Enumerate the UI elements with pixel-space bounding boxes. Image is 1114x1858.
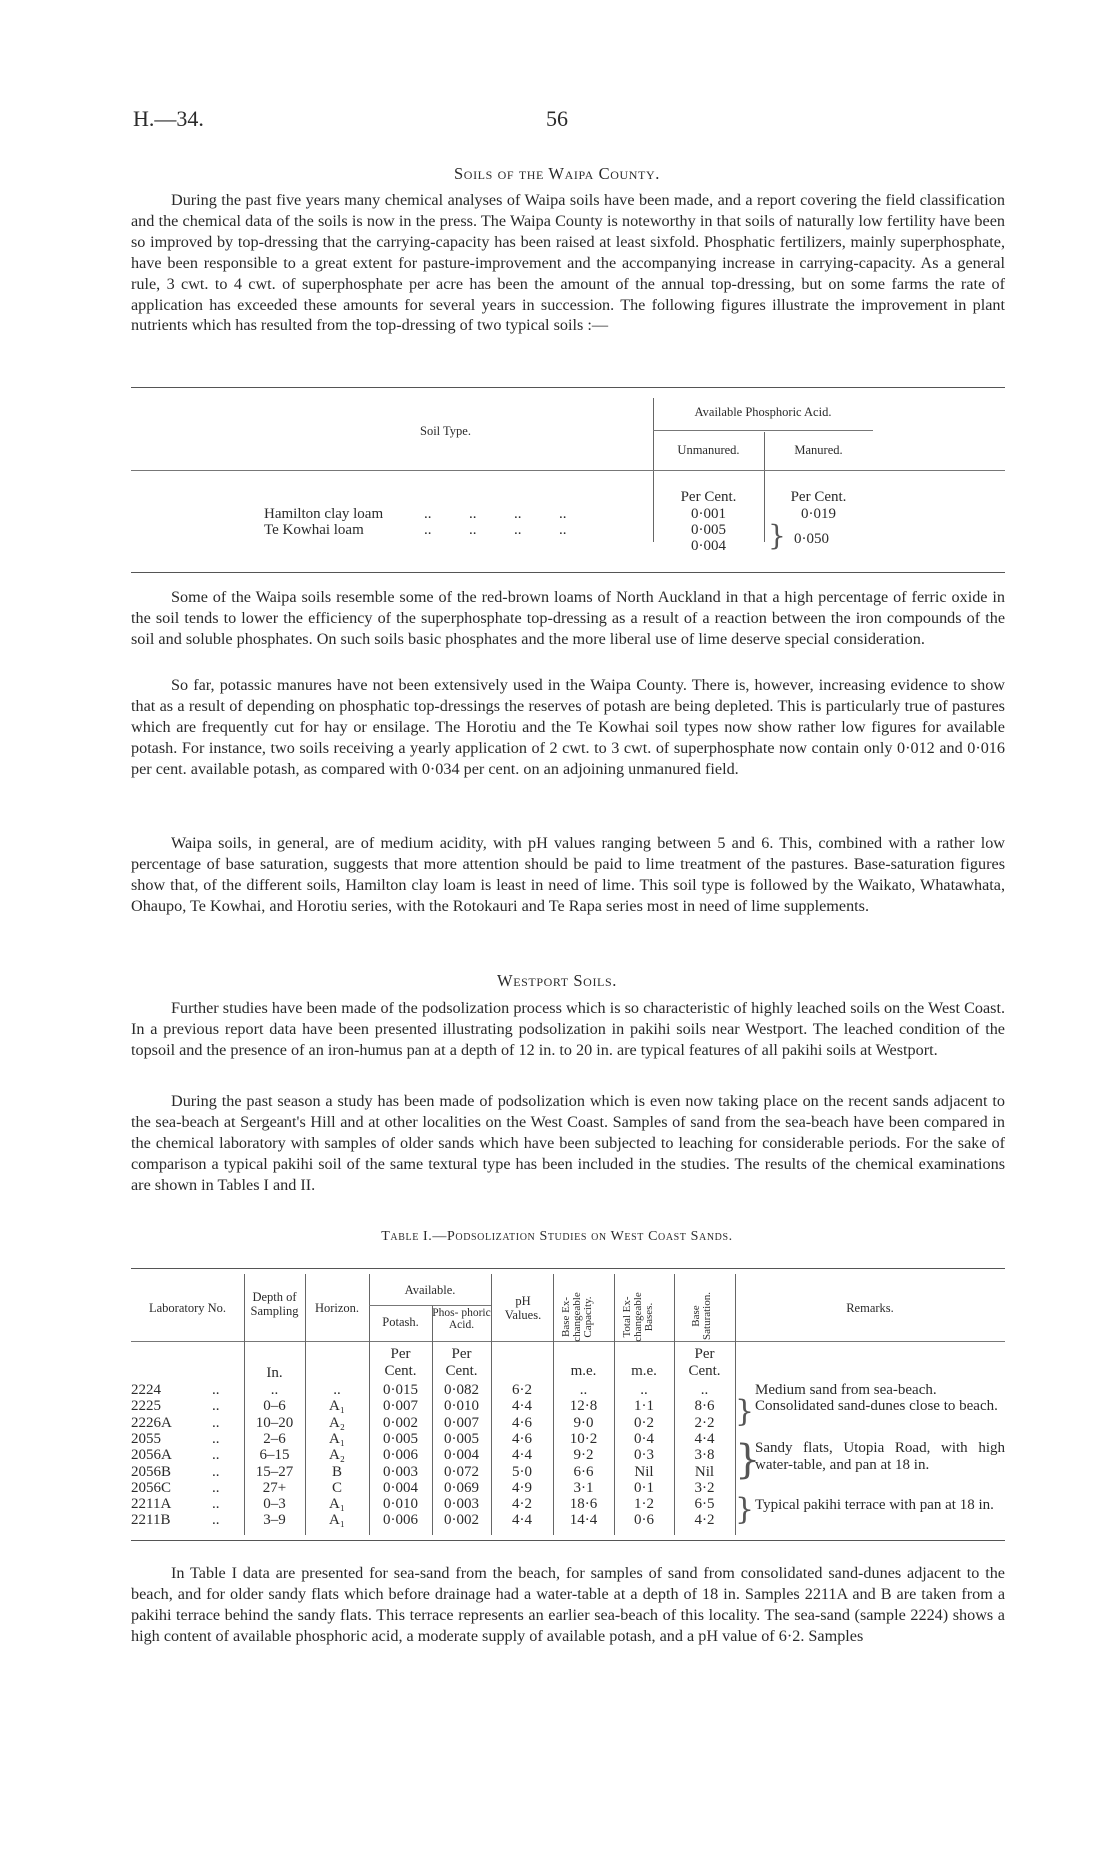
header-ph: pH Values. (504, 1294, 542, 1322)
header-unmanured: Unmanured. (677, 443, 740, 457)
paragraph: Some of the Waipa soils resemble some of the red-brown loams of North Auckland in that a high percentage of ferric oxide in the soil tends to lower the efficiency of the superphosphate top-dressing as a result of a reaction between the iron compounds of the soil and soluble phosphates. On such soils basic phosphates and the more liberal use of lime deserve special consideration. (131, 588, 1005, 648)
cell-potash: 0·015 (383, 1382, 418, 1398)
cell-lab: 2056B (131, 1463, 172, 1480)
table-top-rule (131, 387, 1005, 388)
leader-dots: .. (212, 1414, 220, 1431)
cell-potash: 0·004 (383, 1479, 418, 1496)
leader-dots: .. (212, 1430, 220, 1447)
cell-lab: 2056C (131, 1479, 172, 1496)
leader-dots: .. (212, 1382, 220, 1398)
value-cell: 0·001 (691, 506, 726, 522)
header-base-saturation: Base Saturation. (690, 1292, 713, 1340)
available-subheader-rule (369, 1305, 491, 1306)
header-base-exchangeable: Base Ex- changeable Capacity. (560, 1292, 594, 1342)
paragraph: So far, potassic manures have not been extensively used in the Waipa County. There is, however, increasing evidence to show that as a result of depending on phosphatic top-dressings the reserves of potash are being depleted. This is particularly true of pastures which are frequently cut for hay or ensilage. The Horotiu and the Te Kowhai soil types now show rather low figures for available potash. For instance, two soils receiving a yearly application of 2 cwt. to 3 cwt. of superphosphate now contain only 0·012 and 0·016 per cent. available potash, as compared with 0·034 per cent. on an adjoining unmanured field. (131, 676, 1005, 778)
cell-bs: 4·2 (694, 1512, 715, 1529)
cell-potash: 0·007 (383, 1398, 418, 1415)
cell-lab: 2056A (131, 1447, 172, 1464)
cell-bec: 10·2 (569, 1430, 598, 1447)
remark: Medium sand from sea-beach. (755, 1382, 937, 1398)
cell-depth: 15–27 (255, 1463, 294, 1480)
unit-manured: Per Cent. (790, 489, 847, 505)
cell-horizon: A₂ (328, 1447, 346, 1464)
cell-horizon: A₁ (328, 1512, 346, 1529)
table-bottom-rule (131, 1540, 1005, 1541)
cell-bs: Nil (694, 1463, 715, 1480)
cell-ph: 4·2 (512, 1496, 532, 1513)
cell-potash: 0·003 (383, 1463, 418, 1480)
cell-teb: 1·2 (634, 1496, 654, 1513)
cell-potash: 0·010 (383, 1496, 418, 1513)
cell-potash: 0·006 (383, 1447, 418, 1464)
cell-depth: 3–9 (263, 1512, 286, 1529)
cell-lab: 2055 (131, 1430, 161, 1447)
cell-ph: 4·9 (512, 1479, 532, 1496)
cell-bs: 4·4 (694, 1430, 715, 1447)
cell-bec: 18·6 (569, 1496, 598, 1513)
cell-phos: 0·072 (444, 1463, 479, 1480)
cell-potash: 0·005 (383, 1430, 418, 1447)
cell-phos: 0·003 (444, 1496, 479, 1513)
cell-phos: 0·004 (444, 1447, 479, 1464)
cell-ph: 5·0 (512, 1463, 532, 1480)
document-code: H.—34. (133, 106, 204, 131)
cell-potash: 0·002 (383, 1414, 418, 1431)
cell-horizon: A₁ (328, 1430, 346, 1447)
header-lab-no: Laboratory No. (148, 1301, 227, 1315)
cell-teb: 0·4 (634, 1430, 654, 1447)
section-heading-waipa: Soils of the Waipa County. (454, 164, 660, 183)
cell-phos: 0·010 (444, 1398, 479, 1415)
table-title: Table I.—Podsolization Studies on West Coast Sands. (381, 1229, 733, 1244)
cell-lab: 2224 (131, 1382, 161, 1398)
cell-horizon: A₁ (328, 1496, 346, 1513)
section-heading-westport: Westport Soils. (497, 971, 617, 990)
cell-teb: .. (640, 1382, 648, 1398)
unit-total-exch: m.e. (631, 1363, 657, 1379)
unit-unmanured: Per Cent. (680, 489, 737, 505)
cell-potash: 0·006 (383, 1512, 418, 1529)
cell-ph: 4·4 (512, 1447, 532, 1464)
cell-horizon: A₁ (328, 1398, 346, 1415)
cell-lab: 2211A (131, 1496, 172, 1513)
cell-phos: 0·005 (444, 1430, 479, 1447)
table-header-rule (131, 470, 1005, 471)
cell-teb: 0·6 (634, 1512, 654, 1529)
leader-dots: .. .. .. .. (424, 522, 567, 538)
remark: Typical pakihi terrace with pan at 18 in. (755, 1497, 994, 1513)
header-depth: Depth of Sampling (250, 1290, 299, 1318)
brace-glyph: } (735, 1492, 755, 1527)
value-cell: 0·005 (691, 522, 726, 538)
cell-ph: 4·6 (512, 1430, 532, 1447)
unit-base-sat: Per Cent. (688, 1346, 721, 1379)
leader-dots: .. .. .. .. (424, 506, 567, 522)
unit-base-exch: m.e. (570, 1363, 597, 1379)
cell-teb: 0·1 (634, 1479, 654, 1496)
cell-teb: 0·2 (634, 1414, 654, 1431)
soil-name: Hamilton clay loam (264, 506, 384, 522)
header-soil-type: Soil Type. (420, 424, 471, 438)
header-total-exchangeable: Total Ex- changeable Bases. (621, 1292, 655, 1342)
paragraph: During the past season a study has been made of podsolization which is even now taking place on the recent sands adjacent to the sea-beach at Sergeant's Hill and at other localities on the West Coast. Samples of sand from the sea-beach have been compared in the chemical laboratory with samples of older sands which have been subjected to leaching for considerable periods. For the sake of comparison a typical pakihi soil of the same textural type has been included in the studies. The results of the chemical examinations are shown in Tables I and II. (131, 1092, 1005, 1194)
value-cell: 0·004 (691, 538, 726, 554)
cell-depth: 0–6 (263, 1398, 286, 1415)
brace-glyph: } (735, 1394, 755, 1429)
value-cell: 0·019 (801, 506, 836, 522)
cell-bec: 9·0 (573, 1414, 594, 1431)
cell-bs: 2·2 (694, 1414, 715, 1431)
cell-bec: 6·6 (573, 1463, 594, 1480)
unit-potash: Per Cent. (384, 1346, 417, 1379)
header-available-phosphoric: Available Phosphoric Acid. (694, 405, 832, 419)
cell-depth: 10–20 (255, 1414, 294, 1431)
leader-dots: .. (212, 1463, 220, 1480)
cell-bec: 12·8 (569, 1398, 598, 1415)
cell-phos: 0·002 (444, 1512, 479, 1529)
cell-ph: 4·4 (512, 1512, 532, 1529)
cell-horizon: .. (333, 1382, 341, 1398)
cell-bec: 3·1 (573, 1479, 594, 1496)
cell-bs: 3·2 (694, 1479, 715, 1496)
paragraph: Waipa soils, in general, are of medium acidity, with pH values ranging between 5 and 6. This, combined with a rather low percentage of base saturation, suggests that more attention should be paid to lime treatment of the pastures. Base-saturation figures show that, of the different soils, Hamilton clay loam is least in need of lime. This soil type is followed by the Waikato, Whatawhata, Ohaupo, Te Kowhai, and Horotiu series, with the Rotokauri and Te Rapa series most in need of lime supplements. (131, 834, 1005, 915)
unit-phosphoric: Per Cent. (445, 1346, 478, 1379)
cell-lab: 2226A (131, 1414, 172, 1431)
cell-depth: .. (270, 1382, 279, 1398)
leader-dots: .. (212, 1512, 220, 1529)
table-header-rule (653, 430, 873, 431)
cell-depth: 6–15 (259, 1447, 290, 1464)
cell-bs: .. (700, 1382, 709, 1398)
paragraph: During the past five years many chemical analyses of Waipa soils have been made, and a report covering the field classification and the chemical data of the soils is now in the press. The Waipa County is noteworthy in that soils of naturally low fertility have been so improved by top-dressing that the carrying-capacity has been raised at least sixfold. Phosphatic fertilizers, mainly superphosphate, have been responsible to a great extent for pasture-improvement and the accompanying increase in carrying-capacity. As a general rule, 3 cwt. to 4 cwt. of superphosphate per acre has been the amount of the annual top-dressing, but on some farms the rate of application has exceeded these amounts for several years in succession. The following figures illustrate the improvement in plant nutrients which has resulted from the top-dressing of two typical soils :— (131, 191, 1005, 335)
header-available: Available. (404, 1283, 456, 1297)
cell-ph: 4·4 (512, 1398, 532, 1415)
cell-phos: 0·007 (444, 1414, 479, 1431)
cell-depth: 2–6 (263, 1430, 286, 1447)
cell-horizon: B (331, 1463, 342, 1480)
soil-name: Te Kowhai loam (264, 522, 364, 538)
header-manured: Manured. (794, 443, 843, 457)
page-number: 56 (546, 106, 568, 131)
paragraph: Further studies have been made of the podsolization process which is so characteristic of highly leached soils on the West Coast. In a previous report data have been presented illustrating podsolization in pakihi soils near Westport. The leached condition of the topsoil and the presence of an iron-humus pan at a depth of 12 in. to 20 in. are typical features of all pakihi soils at Westport. (131, 999, 1005, 1059)
cell-phos: 0·082 (444, 1382, 479, 1398)
cell-bs: 6·5 (694, 1496, 715, 1513)
brace-glyph: } (735, 1437, 761, 1483)
leader-dots: .. (212, 1398, 220, 1415)
header-potash: Potash. (382, 1315, 419, 1329)
cell-depth: 27+ (262, 1479, 287, 1496)
cell-horizon: C (331, 1479, 342, 1496)
cell-lab: 2211B (131, 1512, 171, 1529)
cell-phos: 0·069 (444, 1479, 479, 1496)
remark: Sandy flats, Utopia Road, with high water-table, and pan at 18 in. (755, 1440, 1005, 1473)
cell-bec: 9·2 (573, 1447, 594, 1464)
table-top-rule (131, 1268, 1005, 1269)
cell-bs: 8·6 (694, 1398, 715, 1415)
value-cell: 0·050 (794, 531, 829, 547)
leader-dots: .. (212, 1496, 220, 1513)
remark: Consolidated sand-dunes close to beach. (755, 1398, 998, 1414)
cell-bec: .. (579, 1382, 588, 1398)
cell-horizon: A₂ (328, 1414, 346, 1431)
cell-teb: 1·1 (634, 1398, 654, 1415)
leader-dots: .. (212, 1479, 220, 1496)
cell-bec: 14·4 (569, 1512, 598, 1529)
unit-depth: In. (266, 1365, 283, 1381)
paragraph: In Table I data are presented for sea-sand from the beach, for samples of sand from consolidated sand-dunes adjacent to the beach, and for older sandy flats which before drainage had a water-table at a depth of 18 in. Samples 2211A and B are taken from a pakihi terrace behind the sandy flats. This terrace represents an earlier sea-beach of this locality. The sea-sand (sample 2224) shows a high content of available phosphoric acid, a moderate supply of available potash, and a pH value of 6·2. Samples (131, 1564, 1005, 1645)
header-remarks: Remarks. (846, 1301, 894, 1315)
leader-dots: .. (212, 1447, 220, 1464)
cell-bs: 3·8 (694, 1447, 715, 1464)
brace-glyph: } (768, 519, 786, 552)
table-bottom-rule (131, 572, 1005, 573)
header-phosphoric-acid: Phos- phoric Acid. (432, 1307, 491, 1331)
cell-ph: 6·2 (512, 1382, 532, 1398)
header-horizon: Horizon. (314, 1301, 360, 1315)
cell-depth: 0–3 (263, 1496, 286, 1513)
cell-lab: 2225 (131, 1398, 161, 1415)
cell-ph: 4·6 (512, 1414, 532, 1431)
cell-teb: Nil (634, 1463, 654, 1480)
cell-teb: 0·3 (634, 1447, 654, 1464)
